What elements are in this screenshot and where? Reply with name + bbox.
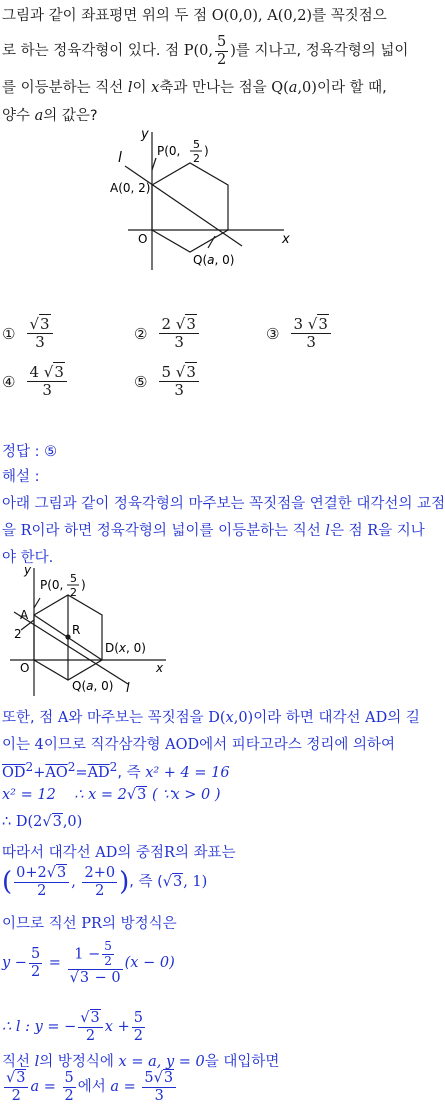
axis-label-y: y — [24, 563, 32, 577]
choice-5[interactable]: ⑤ $\frac{5 √3}{3}$ — [134, 364, 201, 400]
label-leader-P — [34, 598, 40, 608]
choice-1[interactable]: ① $\frac{√3}{3}$ — [2, 316, 55, 352]
point-P-close: ) — [81, 578, 86, 592]
point-P-den: 2 — [70, 586, 77, 599]
point-P-den: 2 — [193, 152, 200, 165]
point-label-A: A — [20, 608, 29, 622]
solution-line-11: 이므로 직선 PR의 방정식은 — [2, 916, 177, 932]
sqrt-symbol: √3 — [175, 363, 196, 381]
point-label-Q: Q(a, 0) — [193, 253, 235, 267]
point-label-A: A(0, 2) — [110, 181, 151, 195]
origin-label: O — [138, 232, 148, 246]
axis-label-y: y — [141, 127, 149, 142]
line-l-equation: ∴ l : y = − $\frac{√3}{2}$ x + $\frac{5}{2}$ — [2, 1010, 143, 1044]
point-label-P: P(0, — [157, 144, 181, 158]
problem-line-2: 로 하는 정육각형이 있다. 점 P(0, $\frac{5}{2}$ )를 지나고, 정육각형의 넓이 — [2, 34, 409, 68]
point-label-D: D(x, 0) — [105, 641, 146, 655]
side-label-2: 2 — [14, 627, 22, 641]
center-point-R — [65, 634, 70, 639]
line-PR-equation: y − $\frac{5}{2}$ = 1 − $\frac{5}{2}$ √3 − 0 (x − 0) — [2, 939, 175, 986]
line-label-l: l — [118, 150, 122, 166]
sqrt-symbol: √3 — [307, 315, 328, 333]
fraction-5-2: $\frac{5}{2}$ — [216, 34, 227, 68]
solution-line-9: 따라서 대각선 AD의 중점R의 좌표는 — [2, 845, 236, 861]
solution-line-1: 아래 그림과 같이 정육각형의 마주보는 꼭짓점을 연결한 대각선의 교점 — [2, 496, 445, 512]
point-P-num: 5 — [193, 138, 200, 151]
label-leader-P — [152, 158, 156, 170]
axis-label-x: x — [156, 661, 164, 675]
answer-label: 정답 : ⑤ — [2, 444, 58, 460]
hexagon — [152, 163, 228, 252]
point-label-P: P(0, — [40, 578, 64, 592]
problem-line-1: 그림과 같이 좌표평면 위의 두 점 O(0,0), A(0,2)를 꼭짓점으 — [2, 8, 387, 24]
solution-line-5: 이는 4이므로 직각삼각형 AOD에서 피타고라스 정리에 의하여 — [2, 737, 396, 753]
sqrt-symbol: √3 — [43, 363, 64, 381]
solution-line-4: 또한, 점 A와 마주보는 꼭짓점을 D(x,0)이라 하면 대각선 AD의 길 — [2, 710, 420, 726]
problem-line-3: 를 이등분하는 직선 l이 x축과 만나는 점을 Q(a,0)이라 할 때, — [2, 80, 387, 96]
sqrt-symbol: √3 — [29, 315, 50, 333]
line-label-l: l — [126, 681, 130, 696]
figure-hexagon-2 — [0, 562, 400, 698]
pythagoras-equation: $\overline{OD}^2+\overline{AO}^2=\overline{AD}^2$, 즉 x² + 4 = 16 — [2, 760, 230, 781]
point-label-Q: Q(a, 0) — [72, 679, 114, 693]
point-D-coordinates: ∴ D(2√3,0) — [2, 814, 83, 830]
midpoint-equation: ( $\frac{0+2√3}{2}$ , $\frac{2+0}{2}$ ), 즉 (√3, 1) — [2, 865, 208, 899]
solution-line-14: 직선 l의 방정식에 x = a, y = 0을 대입하면 — [2, 1054, 280, 1070]
explanation-label: 해설 : — [2, 469, 40, 485]
choice-2[interactable]: ② $\frac{2 √3}{3}$ — [134, 316, 201, 352]
sqrt-symbol: √3 — [175, 315, 196, 333]
problem-line-4: 양수 a의 값은? — [2, 108, 98, 124]
solution-line-2: 을 R이라 하면 정육각형의 넓이를 이등분하는 직선 l은 점 R을 지나 — [2, 523, 425, 539]
origin-label: O — [20, 661, 30, 675]
choice-4[interactable]: ④ $\frac{4 √3}{3}$ — [2, 364, 69, 400]
x-solve-equation: x² = 12 ∴ x = 2√3 ( ∵x > 0 ) — [2, 787, 221, 803]
solution-line-3: 야 한다. — [2, 550, 54, 566]
axis-label-x: x — [282, 232, 290, 247]
label-leader-Q — [208, 236, 215, 248]
final-equation: $\frac{√3}{2}$ a = $\frac{5}{2}$ 에서 a = $\frac{5√3}{3}$ — [2, 1070, 178, 1104]
figure-hexagon-1 — [0, 122, 400, 272]
choice-3[interactable]: ③ $\frac{3 √3}{3}$ — [266, 316, 333, 352]
point-label-R: R — [72, 623, 81, 637]
point-P-close: ) — [204, 144, 209, 158]
point-P-num: 5 — [70, 572, 77, 585]
